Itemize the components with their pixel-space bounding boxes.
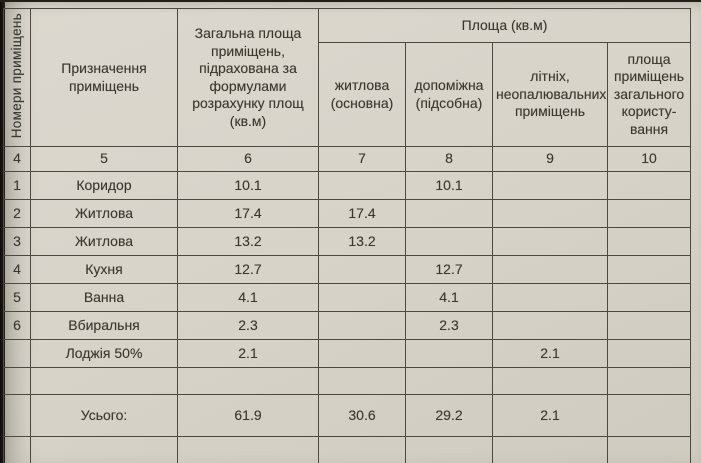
cell-summer: 2.1 — [493, 340, 608, 368]
cell-common — [608, 200, 691, 228]
cell-auxiliary — [406, 228, 493, 256]
cell-total: 2.3 — [178, 312, 319, 340]
col-number: 5 — [31, 147, 178, 172]
cell-common — [608, 228, 691, 256]
cell-room-name: Кухня — [31, 256, 178, 284]
cell-common — [608, 312, 691, 340]
cell-room-number: 3 — [4, 228, 31, 256]
header-common: площа приміщень загального користу- вання — [608, 43, 691, 147]
cell-summer — [493, 200, 608, 228]
col-number: 10 — [608, 147, 691, 172]
col-number: 9 — [493, 147, 608, 172]
cell-auxiliary: 12.7 — [406, 256, 493, 284]
header-purpose: Призначення приміщень — [31, 9, 178, 147]
cell-common — [608, 340, 691, 368]
floor-area-table — [3, 8, 691, 463]
col-number: 4 — [4, 147, 31, 172]
header-summer: літніх, неопалювальних приміщень — [493, 43, 608, 147]
cell-room-number: 6 — [4, 312, 31, 340]
cell-summer — [493, 284, 608, 312]
cell-common — [608, 256, 691, 284]
header-row-group — [4, 9, 691, 43]
cell-auxiliary: 4.1 — [406, 284, 493, 312]
header-total-area: Загальна площа приміщень, підрахована за формулами розрахунку площ (кв.м) — [178, 9, 319, 147]
cell-common — [608, 172, 691, 200]
totals-summer: 2.1 — [493, 395, 608, 437]
cell-living — [319, 312, 406, 340]
cell-room-number: 2 — [4, 200, 31, 228]
cell-living: 13.2 — [319, 228, 406, 256]
cell-summer — [493, 256, 608, 284]
cell-room-name: Ванна — [31, 284, 178, 312]
totals-common — [608, 395, 691, 437]
totals-row — [4, 395, 691, 437]
cell-auxiliary — [406, 200, 493, 228]
cell-total: 2.1 — [178, 340, 319, 368]
cell-living: 17.4 — [319, 200, 406, 228]
cell-summer — [493, 172, 608, 200]
cell-room-name: Лоджія 50% — [31, 340, 178, 368]
cell-room-name: Вбиральня — [31, 312, 178, 340]
cell-auxiliary: 2.3 — [406, 312, 493, 340]
col-number: 7 — [319, 147, 406, 172]
column-numbers-row — [4, 147, 691, 172]
cell-common — [608, 284, 691, 312]
cell-room-number: 1 — [4, 172, 31, 200]
header-living: житлова (основна) — [319, 43, 406, 147]
cell-living — [319, 256, 406, 284]
totals-label: Усього: — [31, 395, 178, 437]
cell-living — [319, 284, 406, 312]
cell-total: 17.4 — [178, 200, 319, 228]
cell-summer — [493, 312, 608, 340]
cell-room-name: Коридор — [31, 172, 178, 200]
totals-auxiliary: 29.2 — [406, 395, 493, 437]
cell-room-number — [4, 340, 31, 368]
table-row — [4, 284, 691, 312]
totals-total: 61.9 — [178, 395, 319, 437]
totals-living: 30.6 — [319, 395, 406, 437]
table-row — [4, 228, 691, 256]
table-row — [4, 340, 691, 368]
cell-auxiliary — [406, 340, 493, 368]
cell-auxiliary: 10.1 — [406, 172, 493, 200]
empty-row — [4, 368, 691, 395]
header-area-group: Площа (кв.м) — [319, 9, 691, 43]
scan-edge-top — [0, 0, 701, 2]
cell-total: 10.1 — [178, 172, 319, 200]
col-number: 6 — [178, 147, 319, 172]
table-row — [4, 256, 691, 284]
header-room-number: Номери приміщень — [4, 9, 31, 147]
cell-living — [319, 340, 406, 368]
cell-total: 12.7 — [178, 256, 319, 284]
cut-off-row — [4, 437, 691, 463]
cell-total: 13.2 — [178, 228, 319, 256]
cell-room-number: 4 — [4, 256, 31, 284]
table-row — [4, 200, 691, 228]
cell-living — [319, 172, 406, 200]
cell-room-name: Житлова — [31, 228, 178, 256]
header-auxiliary: допоміжна (підсобна) — [406, 43, 493, 147]
table-row — [4, 172, 691, 200]
col-number: 8 — [406, 147, 493, 172]
cell-room-number: 5 — [4, 284, 31, 312]
cell-summer — [493, 228, 608, 256]
table-row — [4, 312, 691, 340]
cell-room-name: Житлова — [31, 200, 178, 228]
cell-total: 4.1 — [178, 284, 319, 312]
